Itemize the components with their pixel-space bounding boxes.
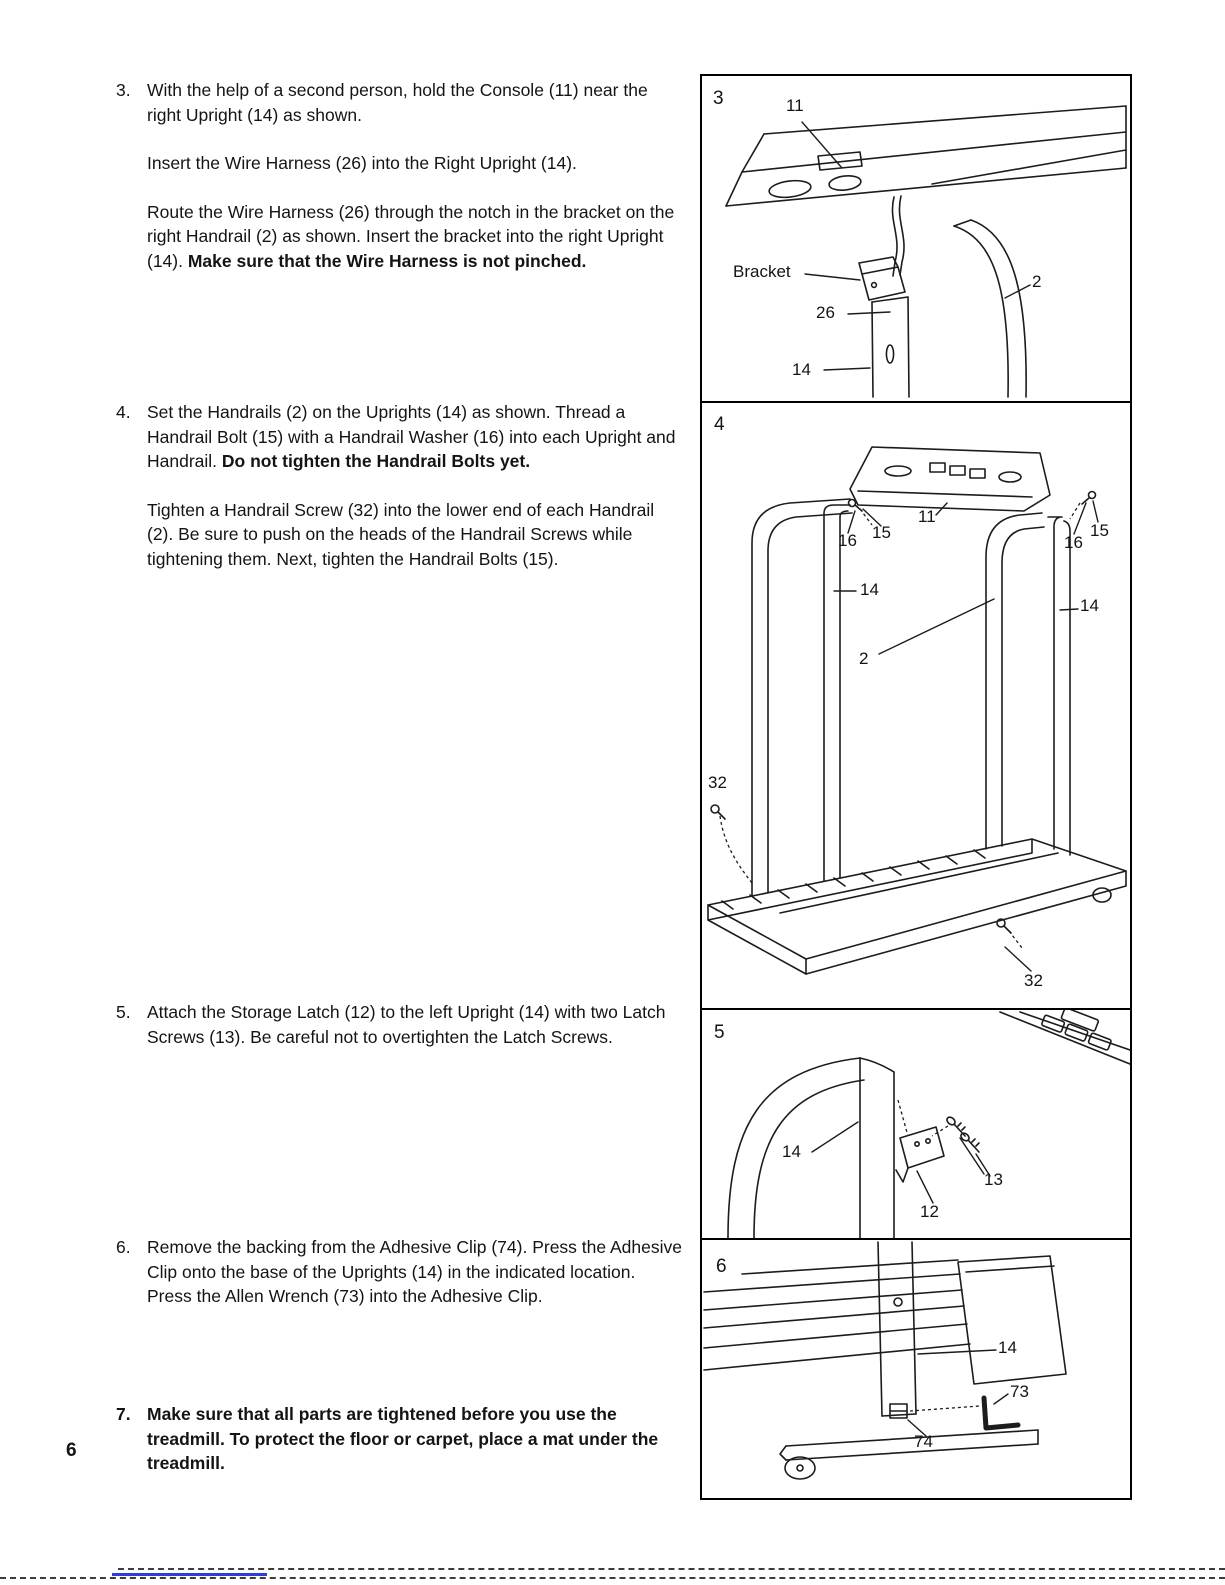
step-4-number: 4. [116,402,131,422]
figure-4-callout-16-left: 16 [838,531,857,550]
figure-4-callout-32-right: 32 [1024,971,1043,990]
step-3-paragraph-2: Insert the Wire Harness (26) into the Right Upright (14). [147,153,577,173]
step-4-paragraph-1 [147,400,682,474]
figure-6-callout-73: 73 [1010,1382,1029,1401]
figure-4-callout-16-right: 16 [1064,533,1083,552]
step-5-text [147,1000,682,1049]
figure-4-callout-2: 2 [859,649,869,668]
figure-4-callout-14-right: 14 [1080,596,1099,615]
step-5 [116,1000,682,1049]
figure-6-callout-14: 14 [998,1338,1017,1357]
figure-step5-storage-latch [700,1008,1132,1240]
figure-5-callout-14: 14 [782,1142,801,1161]
figure-3-callout-11: 11 [786,96,804,115]
figure-3-callout-26: 26 [816,303,835,322]
step-5-number: 5. [116,1002,131,1022]
scan-artifact-dashed-line-1 [118,1568,1225,1570]
figure-step6-adhesive-clip [700,1238,1132,1500]
step-3-paragraph-3-normal: Route the Wire Harness (26) through the notch in the bracket on the right Handrail (2) as shown. Insert the bracket into the right Upright (14). [147,201,675,271]
figure-6-label: 6 [716,1256,727,1277]
figure-4-callout-15-right: 15 [1090,521,1109,540]
figure-step3-console-bracket [700,74,1132,403]
scan-artifact-blue-line [112,1573,267,1576]
step-3 [116,78,682,273]
adhesive-clip-illustration [702,1240,1130,1498]
figure-4-callout-14-left: 14 [860,580,879,599]
figure-5-callout-13: 13 [984,1170,1003,1189]
step-7-paragraph-1: Make sure that all parts are tightened before you use the treadmill. To protect the floor or carpet, place a mat under the treadmill. [147,1404,659,1473]
storage-latch-illustration [702,1010,1130,1238]
console-bracket-illustration [702,76,1130,401]
handrail-assembly-illustration [702,403,1130,1008]
step-3-paragraph-3 [147,200,682,274]
figure-step4-handrail-assembly [700,401,1132,1010]
step-7-text [147,1402,682,1476]
scan-artifact-dashed-line-2 [0,1577,1225,1579]
figure-4-label: 4 [714,414,725,435]
step-3-paragraph-3-bold: Make sure that the Wire Harness is not pinched. [187,250,587,271]
figure-3-label: 3 [713,88,724,109]
figure-4-callout-11: 11 [918,507,936,526]
figure-4-callout-15-left: 15 [872,523,891,542]
figure-5-label: 5 [714,1022,725,1043]
figure-3-callout-2: 2 [1032,272,1042,291]
step-6-text [147,1235,682,1309]
step-6-number: 6. [116,1237,131,1257]
step-4 [116,400,682,571]
page-number: 6 [66,1440,77,1461]
step-3-text [147,78,682,273]
step-6 [116,1235,682,1309]
step-4-text [147,400,682,571]
step-5-paragraph-1: Attach the Storage Latch (12) to the left Upright (14) with two Latch Screws (13). Be careful not to overtighten the Latch Screws. [147,1002,666,1047]
step-7 [116,1402,682,1476]
step-7-number: 7. [116,1404,131,1424]
figure-6-callout-74: 74 [914,1432,933,1451]
figure-3-callout-14: 14 [792,360,811,379]
figure-5-callout-12: 12 [920,1202,939,1221]
step-4-paragraph-1-normal: Set the Handrails (2) on the Uprights (14) as shown. Thread a Handrail Bolt (15) with a Handrail Washer (16) into each Upright and Handrail. [147,402,676,471]
figure-3-callout-bracket: Bracket [733,262,791,281]
step-4-paragraph-2: Tighten a Handrail Screw (32) into the lower end of each Handrail (2). Be sure to push on the heads of the Handrail Screws while tightening them. Next, tighten the Handrail Bolts (15). [147,499,655,569]
step-3-number: 3. [116,80,131,100]
figure-4-callout-32-left: 32 [708,773,727,792]
step-6-paragraph-1: Remove the backing from the Adhesive Clip (74). Press the Adhesive Clip onto the base of the Uprights (14) in the indicated location. Press the Allen Wrench (73) into the Adhesive Clip. [147,1237,682,1306]
step-3-paragraph-1: With the help of a second person, hold the Console (11) near the right Upright (14) as shown. [147,80,648,125]
step-4-paragraph-1-bold: Do not tighten the Handrail Bolts yet. [221,451,531,471]
